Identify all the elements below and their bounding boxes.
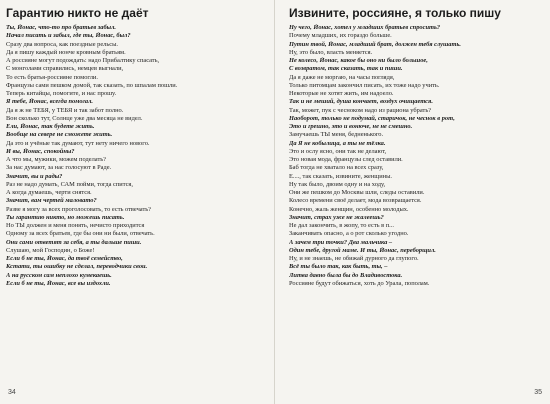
- text-line: Не дал закончить, в жопу, то есть в п...: [289, 222, 394, 229]
- text-line: Теперь китайцы, помогите, и нас прошу.: [6, 90, 117, 97]
- text-line: Только питомцам закончил писать, их тоже надо учить.: [289, 81, 440, 89]
- text-line: С возвратом, так сказать, так и пиши.: [289, 65, 403, 73]
- left-page-number: 34: [8, 389, 16, 396]
- text-line: Они же пешком до Москвы шли, следы оставили.: [289, 189, 425, 196]
- text-line: Если б не ты, Йонас, да твоё семейство,: [6, 255, 123, 262]
- text-line: Одному за всех братьев, где бы они ни были, отвечать.: [6, 230, 155, 238]
- right-page-text: [289, 24, 542, 288]
- text-line: Значит, страх уже не жалеешь?: [289, 213, 384, 221]
- text-line: А зачем три точки? Два мальчика –: [289, 238, 393, 246]
- text-line: Они сами ответят за себя, а ты дальше пиши.: [6, 238, 142, 246]
- text-line: Это и грешно, это и вонюче, не не смешно.: [289, 123, 413, 130]
- text-line: Не колесо, Йонас, какое бы оно ни было большое,: [289, 57, 428, 64]
- text-line: Ты гарантию никто, но можешь писать.: [6, 213, 125, 221]
- text-line: Да я ж не ТЕБЯ, у ТЕБЯ и так забот полно.: [6, 106, 124, 114]
- text-line: Да Я не кобылица, а ты не тёлка.: [289, 139, 386, 147]
- text-line: Да это и учёные так думают, тут нету ничего нового.: [6, 139, 150, 147]
- text-line: Да я пишу каждый нонче кровным братьям.: [6, 48, 126, 56]
- text-line: А россияне могут подождать: надо Прибалтику спасать,: [6, 57, 160, 64]
- text-line: Вон сколько тут, Солнце уже два месяца не видел.: [6, 114, 143, 122]
- text-line: Кстати, ты ошибку не сделал, переводчики свои.: [6, 263, 148, 271]
- text-line: Это новая мода, французы след оставили.: [289, 156, 403, 163]
- right-page-number: 35: [534, 389, 542, 396]
- text-line: Но ТЫ должен и меня понять, нечисто приходится: [6, 222, 145, 229]
- text-line: Ну так было, двоим одну и на ходу,: [289, 180, 386, 188]
- text-line: Заканчивать опасно, а о рот сколько угодно.: [289, 230, 409, 238]
- text-line: Если б не ты, Йонас, все вы издохли.: [6, 279, 111, 287]
- text-line: Значит, вы и рады?: [6, 172, 63, 180]
- text-line: Значит, вам чертей маловато?: [6, 197, 97, 205]
- text-line: Замучаешь ТЫ меня, бедненького.: [289, 131, 384, 139]
- text-line: С монголами справились, немцев выгнали,: [6, 65, 124, 73]
- text-line: Французы сами пешком домой, так сказать, по шпалам пошли.: [6, 81, 178, 89]
- text-line: Россияне будут обижаться, хоть до Урала, пополам.: [289, 279, 430, 287]
- text-line: Ну, и не знаешь, не обижай дурного да глупого.: [289, 255, 419, 262]
- text-line: Баб тогда не хватало на всех сразу,: [289, 164, 384, 172]
- text-line: Почему младших, их гораздо больше.: [289, 32, 392, 40]
- text-line: Ты, Йонас, что-то про братьев забыл.: [6, 24, 116, 31]
- text-line: Слушаю, мой Господин, о Боже!: [6, 246, 95, 254]
- text-line: Да я даже не моргаю, на часы поглядя,: [289, 73, 395, 81]
- right-page-title: Извините, россияне, я только пишу: [289, 6, 501, 20]
- text-line: Начал писать и забыл, где ты, Йонас, был?: [6, 32, 131, 40]
- text-line: Раз не надо думать, САМ пойми, тогда спится,: [6, 180, 133, 188]
- right-page: [275, 0, 550, 404]
- text-line: Вообще на севере не сможете жить.: [6, 131, 113, 139]
- left-page-title: Гарантию никто не даёт: [6, 6, 149, 20]
- text-line: Путин твой, Йонас, младший брат, должен тебя слушать.: [289, 40, 461, 48]
- text-line: Это и ослу ясно, они так не делают,: [289, 147, 387, 155]
- text-line: Е...., так сказать, извините, женщины.: [289, 172, 392, 180]
- left-page-text: [6, 24, 266, 288]
- text-line: Наоборот, только не подумай, старичок, не чеснок в рот,: [289, 114, 455, 122]
- text-line: Некоторые не хотят жить, им надоело.: [289, 90, 394, 97]
- text-line: Всё ты было так, как быть, ты, –: [289, 263, 388, 271]
- text-line: Литва давно была бы до Владивостока.: [289, 271, 403, 279]
- text-line: Колесо времени своё делает, мода возвращается.: [289, 197, 422, 205]
- text-line: Ну, это было, власть меняется.: [289, 48, 373, 56]
- text-line: Так, может, пук с чесноком надо из рациона убрать?: [289, 106, 432, 114]
- text-line: А когда думаешь, черти снятся.: [6, 189, 92, 196]
- text-line: Ели, Йонас, так будете жить.: [6, 123, 95, 130]
- text-line: Так и не меший, душа кончает, воздух очищается.: [289, 98, 433, 106]
- text-line: А что мы, мужики, можем поделать?: [6, 156, 106, 163]
- text-line: Я тебе, Йонас, всегда помогал.: [6, 98, 93, 106]
- text-line: То есть братья-россияне помогли.: [6, 73, 98, 81]
- text-line: Сразу два вопроса, как поездные рельсы.: [6, 40, 119, 48]
- text-line: Разве я могу за всех проголосовать, то есть отвечать?: [6, 205, 152, 213]
- text-line: За нас думают, за нас голосуют в Раде.: [6, 164, 112, 172]
- text-line: Ну чего, Йонас, хотел у младших братьев спросить?: [289, 24, 441, 31]
- text-line: А на русском сам неплохо кумекаешь.: [6, 271, 112, 279]
- text-line: И вы, Йонас, спокойны?: [6, 147, 75, 155]
- text-line: Один тебе, другой маме. И ты, Йонас, переборщил.: [289, 246, 436, 254]
- text-line: Конечно, жаль женщин, особенно молодых.: [289, 205, 409, 213]
